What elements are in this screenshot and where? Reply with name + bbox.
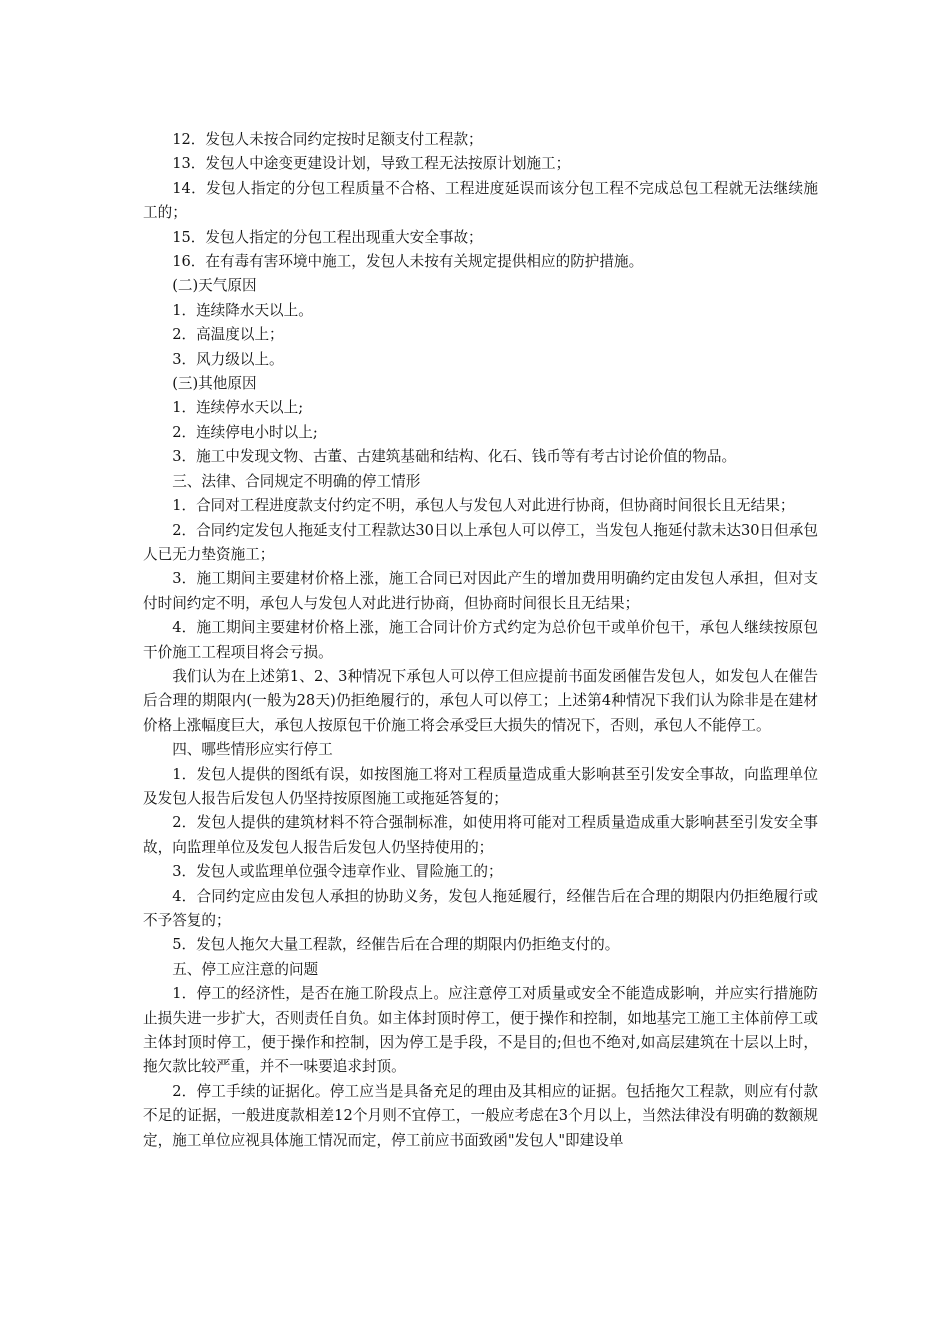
paragraph: 1．停工的经济性，是否在施工阶段点上。应注意停工对质量或安全不能造成影响，并应实行措施防止损失进一步扩大，否则责任自负。如主体封顶时停工，便于操作和控制，如地基完工施工主体前停工或主体封顶时停工，便于操作和控制，因为停工是手段，不是目的;但也不绝对,如高层建筑在十层以上时，拖欠款比较严重，并不一味要追求封顶。 [143, 985, 818, 1076]
paragraph: 1．合同对工程进度款支付约定不明，承包人与发包人对此进行协商，但协商时间很长且无结果； [172, 497, 795, 515]
section-heading: 三、法律、合同规定不明确的停工情形 [172, 472, 421, 490]
paragraph: 14．发包人指定的分包工程质量不合格、工程进度延误而该分包工程不完成总包工程就无法继续施工的； [143, 179, 818, 222]
paragraph: 3．风力级以上。 [172, 350, 284, 368]
paragraph: 1．连续停水天以上; [172, 399, 304, 417]
paragraph: 1．发包人提供的图纸有误，如按图施工将对工程质量造成重大影响甚至引发安全事故，向监理单位及发包人报告后发包人仍坚持按原图施工或拖延答复的； [143, 765, 818, 807]
paragraph: 4．施工期间主要建材价格上涨，施工合同计价方式约定为总价包干或单价包干，承包人继续按原包干价施工工程项目将会亏损。 [143, 619, 818, 661]
paragraph: 我们认为在上述第1、2、3种情况下承包人可以停工但应提前书面发函催告发包人，如发包人在催告后合理的期限内(一般为28天)仍拒绝履行的，承包人可以停工；上述第4种情况下我们认为除非是在建材价格上涨幅度巨大，承包人按原包干价施工将会承受巨大损失的情况下，否则，承包人不能停工。 [143, 667, 818, 734]
paragraph: 2．连续停电小时以上; [172, 423, 318, 441]
paragraph: 15．发包人指定的分包工程出现重大安全事故； [172, 228, 483, 246]
paragraph: 2．发包人提供的建筑材料不符合强制标准，如使用将可能对工程质量造成重大影响甚至引发安全事故，向监理单位及发包人报告后发包人仍坚持使用的； [143, 814, 818, 856]
section-heading: 四、哪些情形应实行停工 [172, 741, 333, 759]
paragraph: 3．发包人或监理单位强令违章作业、冒险施工的； [172, 863, 503, 881]
paragraph: 12．发包人未按合同约定按时足额支付工程款； [172, 131, 483, 148]
paragraph: 2．合同约定发包人拖延支付工程款达30日以上承包人可以停工，当发包人拖延付款未达30日但承包人已无力垫资施工； [143, 521, 818, 563]
section-heading: (三)其他原因 [172, 375, 257, 393]
section-heading: (二)天气原因 [172, 277, 257, 295]
document-body [143, 128, 818, 1153]
paragraph: 2．停工手续的证据化。停工应当是具备充足的理由及其相应的证据。包括拖欠工程款，则应有付款不足的证据，一般进度款相差12个月则不宜停工，一般应考虑在3个月以上，当然法律没有明确的数额规定，施工单位应视具体施工情况而定，停工前应书面致函"发包人"即建设单 [143, 1082, 818, 1149]
paragraph: 1．连续降水天以上。 [172, 301, 313, 319]
paragraph: 16．在有毒有害环境中施工，发包人未按有关规定提供相应的防护措施。 [172, 253, 644, 271]
paragraph: 2．高温度以上； [172, 326, 284, 344]
paragraph: 5．发包人拖欠大量工程款，经催告后在合理的期限内仍拒绝支付的。 [172, 936, 620, 954]
paragraph: 3．施工期间主要建材价格上涨，施工合同已对因此产生的增加费用明确约定由发包人承担，但对支付时间约定不明，承包人与发包人对此进行协商，但协商时间很长且无结果； [143, 570, 818, 612]
paragraph: 3．施工中发现文物、古董、古建筑基础和结构、化石、钱币等有考古讨论价值的物品。 [172, 448, 737, 466]
section-heading: 五、停工应注意的问题 [172, 960, 319, 978]
paragraph: 4．合同约定应由发包人承担的协助义务，发包人拖延履行，经催告后在合理的期限内仍拒绝履行或不予答复的； [143, 887, 818, 929]
paragraph: 13．发包人中途变更建设计划，导致工程无法按原计划施工； [172, 155, 571, 173]
